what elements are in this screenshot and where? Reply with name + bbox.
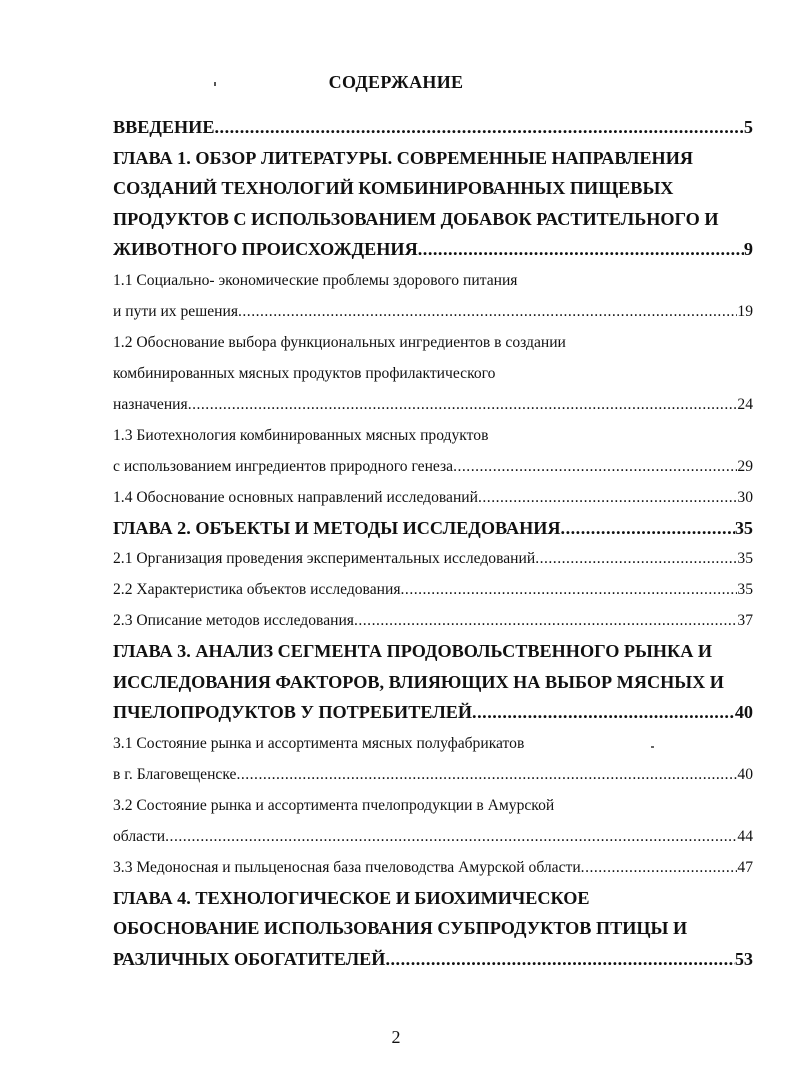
toc-subsection-line — [113, 482, 753, 513]
toc-entry-text: назначения — [113, 395, 188, 413]
toc-subsection-line — [113, 543, 753, 574]
toc-title: СОДЕРЖАНИЕ — [328, 72, 464, 92]
toc-entry-text: 1.3 Биотехнология комбинированных мясных продуктов — [113, 426, 489, 444]
toc-leader-dots — [472, 697, 735, 728]
toc-heading-line — [113, 944, 753, 975]
toc-page-number: 47 — [737, 858, 753, 876]
toc-leader-dots — [236, 759, 737, 790]
toc-entry-text: 3.2 Состояние рынка и ассортимента пчелопродукции в Амурской — [113, 796, 555, 814]
toc-subsection-line — [113, 420, 753, 451]
toc-entry-text: ГЛАВА 3. АНАЛИЗ СЕГМЕНТА ПРОДОВОЛЬСТВЕННОГО РЫНКА И — [113, 641, 713, 661]
toc-entry-text: ИССЛЕДОВАНИЯ ФАКТОРОВ, ВЛИЯЮЩИХ НА ВЫБОР МЯСНЫХ И — [113, 671, 724, 692]
toc-leader-dots — [165, 821, 737, 852]
toc-entry-text: 2.2 Характеристика объектов исследования — [113, 581, 401, 598]
toc-page-number: 29 — [737, 457, 753, 475]
toc-subsection-line — [113, 574, 753, 605]
toc-heading-line — [113, 173, 753, 204]
toc-heading-line — [113, 143, 753, 174]
toc-subsection-line — [113, 759, 753, 790]
toc-entry-text: 2.3 Описание методов исследования — [113, 612, 354, 629]
toc-entry-text: ВВЕДЕНИЕ — [113, 117, 215, 137]
toc-leader-dots — [561, 513, 735, 544]
toc-leader-dots — [385, 944, 734, 975]
toc-page-number: 24 — [737, 395, 753, 413]
toc-subsection-line — [113, 451, 753, 482]
toc-heading-line — [113, 883, 753, 914]
toc-entry-text: 3.3 Медоносная и пыльценосная база пчеловодства Амурской области — [113, 858, 581, 876]
toc-subsection-line — [113, 790, 753, 821]
toc-entry-text: в г. Благовещенске — [113, 765, 237, 783]
table-of-contents — [113, 112, 753, 974]
toc-entry-text: и пути их решения — [113, 302, 238, 320]
toc-subsection-line — [113, 265, 753, 296]
toc-entry-text: ЖИВОТНОГО ПРОИСХОЖДЕНИЯ — [113, 239, 418, 259]
toc-page-number: 35 — [734, 517, 753, 538]
toc-page-number: 44 — [737, 827, 753, 845]
toc-page-number: 35 — [737, 550, 753, 567]
toc-subsection-line — [113, 605, 753, 636]
toc-heading-line — [113, 667, 753, 698]
toc-page-number: 37 — [737, 612, 753, 629]
toc-page-number: 5 — [743, 117, 753, 137]
toc-entry-text: 1.1 Социально- экономические проблемы здорового питания — [113, 271, 518, 289]
toc-leader-dots — [214, 112, 743, 143]
toc-entry-text: ГЛАВА 1. ОБЗОР ЛИТЕРАТУРЫ. СОВРЕМЕННЫЕ НАПРАВЛЕНИЯ — [113, 147, 693, 168]
toc-page-number: 53 — [734, 948, 753, 969]
toc-heading-line — [113, 204, 753, 235]
toc-heading-line — [113, 697, 753, 728]
toc-leader-dots — [188, 389, 738, 420]
toc-heading-line — [113, 112, 753, 143]
toc-entry-text: комбинированных мясных продуктов профилактического — [113, 364, 496, 382]
toc-entry-text: СОЗДАНИЙ ТЕХНОЛОГИЙ КОМБИНИРОВАННЫХ ПИЩЕВЫХ — [113, 178, 674, 198]
toc-leader-dots — [354, 605, 737, 636]
toc-leader-dots — [418, 234, 744, 265]
toc-subsection-line — [113, 821, 753, 852]
toc-leader-dots — [535, 543, 737, 574]
toc-leader-dots — [401, 574, 738, 605]
toc-subsection-line — [113, 296, 753, 327]
toc-heading-line — [113, 913, 753, 944]
scan-speck — [214, 82, 216, 86]
toc-subsection-line — [113, 389, 753, 420]
toc-page-number: 35 — [737, 581, 753, 598]
toc-subsection-line — [113, 728, 753, 759]
toc-heading-line — [113, 234, 753, 265]
toc-entry-text: ГЛАВА 2. ОБЪЕКТЫ И МЕТОДЫ ИССЛЕДОВАНИЯ — [113, 517, 561, 538]
toc-entry-text: ПРОДУКТОВ С ИСПОЛЬЗОВАНИЕМ ДОБАВОК РАСТИТЕЛЬНОГО И — [113, 208, 719, 229]
toc-page-number: 40 — [734, 702, 753, 722]
toc-subsection-line — [113, 358, 753, 389]
toc-subsection-line — [113, 852, 753, 883]
toc-leader-dots — [581, 852, 738, 883]
toc-entry-text: с использованием ингредиентов природного генеза — [113, 457, 454, 475]
toc-leader-dots — [478, 482, 737, 513]
toc-entry-text: 3.1 Состояние рынка и ассортимента мясных полуфабрикатов — [113, 734, 525, 752]
page-number: 2 — [391, 1027, 401, 1047]
toc-entry-text: 1.2 Обоснование выбора функциональных ингредиентов в создании — [113, 333, 566, 351]
toc-entry-text: области — [113, 827, 166, 845]
toc-entry-text: ОБОСНОВАНИЕ ИСПОЛЬЗОВАНИЯ СУБПРОДУКТОВ ПТИЦЫ И — [113, 918, 688, 938]
toc-entry-text: ПЧЕЛОПРОДУКТОВ У ПОТРЕБИТЕЛЕЙ — [113, 702, 473, 722]
toc-page-number: 9 — [743, 239, 753, 259]
toc-entry-text: РАЗЛИЧНЫХ ОБОГАТИТЕЛЕЙ — [113, 948, 386, 969]
toc-leader-dots — [453, 451, 737, 482]
toc-leader-dots — [238, 296, 737, 327]
toc-page-number: 30 — [737, 488, 753, 506]
toc-heading-line — [113, 636, 753, 667]
toc-entry-text: 1.4 Обоснование основных направлений исследований — [113, 488, 478, 506]
toc-subsection-line — [113, 327, 753, 358]
toc-entry-text: ГЛАВА 4. ТЕХНОЛОГИЧЕСКОЕ И БИОХИМИЧЕСКОЕ — [113, 887, 590, 908]
toc-page-number: 40 — [737, 765, 753, 783]
toc-entry-text: 2.1 Организация проведения экспериментальных исследований — [113, 550, 536, 567]
toc-page-number: 19 — [737, 302, 753, 320]
toc-heading-line — [113, 513, 753, 544]
